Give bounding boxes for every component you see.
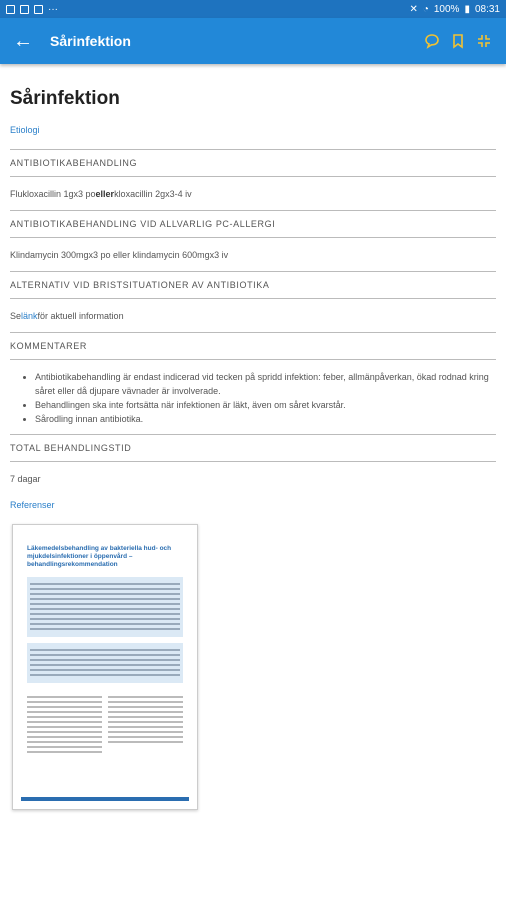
battery-icon: ▮ — [464, 3, 470, 15]
status-bar — [0, 0, 506, 18]
notification-icon — [20, 5, 29, 14]
etiologi-link[interactable]: Etiologi — [10, 125, 40, 135]
comment-icon[interactable] — [424, 33, 440, 49]
list-item: • Behandlingen ska inte fortsätta när infektionen är läkt, även om såret kvarstår. — [35, 398, 496, 412]
comments-list — [10, 360, 496, 434]
bookmark-icon[interactable] — [450, 33, 466, 49]
list-item: • Antibiotikabehandling är endast indicerad vid tecken på spridd infektion: feber, allmänpåverkan, ökad rodnad kring såret eller då djupare vävnader är involverade. — [35, 370, 496, 398]
allergy-text: Klindamycin 300mgx3 po eller klindamycin 600mgx3 iv — [10, 249, 229, 260]
battery-percent: 100% — [433, 3, 460, 15]
treatment-text: Flukloxacillin 1gx3 po eller kloxacillin 2gx3-4 iv — [10, 188, 192, 199]
thumbnail-columns — [27, 693, 183, 756]
section-header: TOTAL BEHANDLINGSTID — [10, 434, 496, 462]
notification-icon — [6, 5, 15, 14]
list-item: • Sårodling innan antibiotika. — [35, 412, 496, 426]
section-header: ANTIBIOTIKABEHANDLING — [10, 149, 496, 177]
more-notifications-icon: ··· — [48, 3, 58, 15]
thumbnail-box — [27, 643, 183, 683]
collapse-icon[interactable] — [476, 33, 492, 49]
content — [10, 64, 496, 510]
duration-text: 7 dagar — [10, 473, 41, 484]
clock: 08:31 — [474, 3, 500, 15]
reference-document-thumbnail[interactable] — [12, 524, 198, 810]
info-link[interactable]: länk — [21, 310, 38, 321]
thumbnail-footer — [21, 797, 189, 801]
page-title: Sårinfektion — [50, 33, 131, 49]
back-arrow-icon[interactable]: ← — [13, 29, 33, 52]
section-header: ANTIBIOTIKABEHANDLING VID ALLVARLIG PC-ALLERGI — [10, 210, 496, 238]
notification-icon — [34, 5, 43, 14]
app-bar — [0, 18, 506, 64]
references-link[interactable]: Referenser — [10, 500, 55, 510]
mute-icon: ✕ — [409, 3, 418, 15]
wifi-icon: ◔ — [422, 3, 429, 15]
section-header: ALTERNATIV VID BRISTSITUATIONER AV ANTIBIOTIKA — [10, 271, 496, 299]
page-heading: Sårinfektion — [10, 88, 120, 109]
thumbnail-title: Läkemedelsbehandling av bakteriella hud- och mjukdelsinfektioner i öppenvård – behandlingsrekommendation — [27, 545, 172, 568]
alternative-text: Se länk för aktuell information — [10, 310, 124, 321]
section-header: KOMMENTARER — [10, 332, 496, 360]
thumbnail-box — [27, 577, 183, 637]
